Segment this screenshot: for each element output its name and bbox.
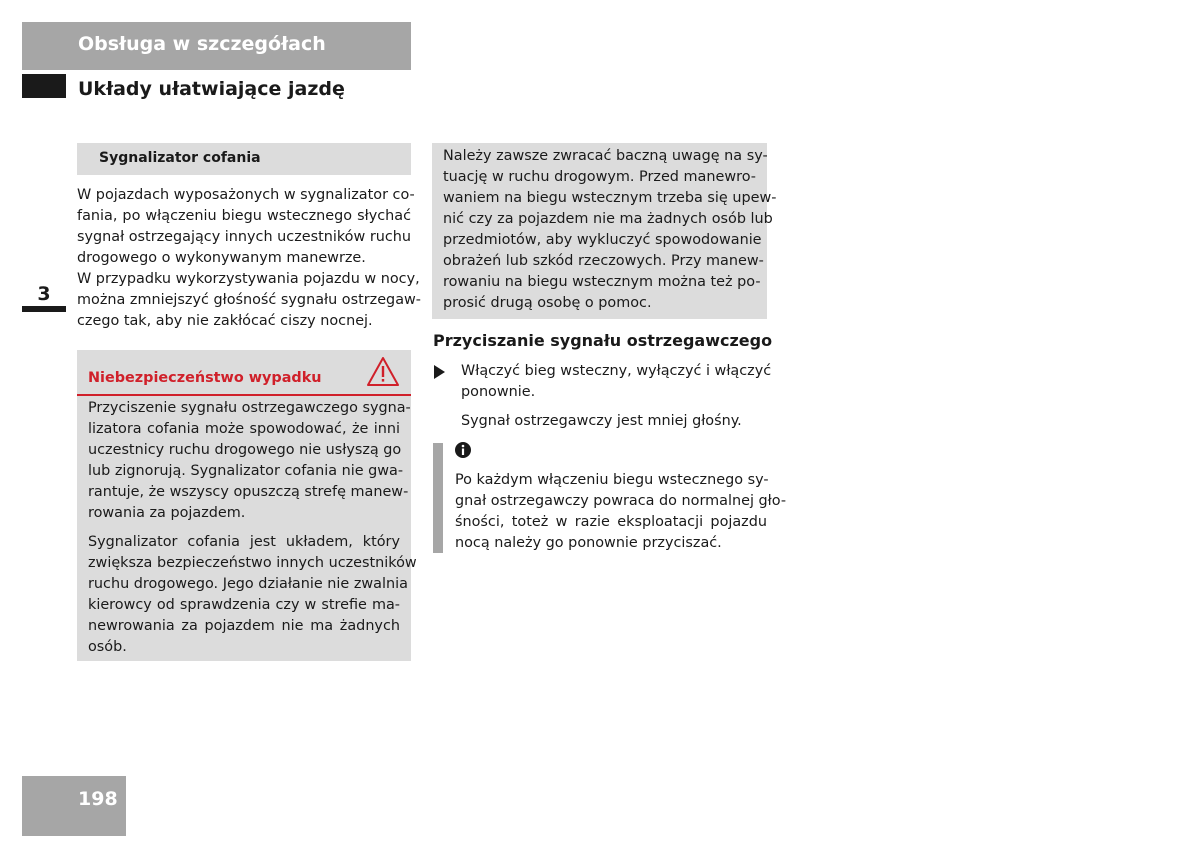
text-line: waniem na biegu wstecznym trzeba się upew- bbox=[443, 190, 777, 206]
text-line: drogowego o wykonywanym manewrze. bbox=[77, 250, 366, 266]
warning-paragraph-2 bbox=[88, 532, 417, 658]
note-paragraph bbox=[443, 146, 777, 314]
procedure-step bbox=[461, 361, 772, 403]
text-line: Sygnalizator cofania jest układem, który bbox=[88, 534, 400, 550]
warning-title: Niebezpieczeństwo wypadku bbox=[88, 370, 322, 386]
text-line: Po każdym włączeniu biegu wstecznego sy- bbox=[455, 472, 769, 488]
chapter-tab-bar bbox=[22, 306, 66, 312]
text-line: Włączyć bieg wsteczny, wyłączyć i włączyć bbox=[461, 363, 772, 379]
section-header-marker bbox=[22, 74, 66, 98]
warning-divider bbox=[77, 394, 411, 396]
text-line: nić czy za pojazdem nie ma żadnych osób lub bbox=[443, 211, 773, 227]
text-line: sygnał ostrzegający innych uczestników ruchu bbox=[77, 229, 412, 245]
arrow-right-icon bbox=[434, 365, 445, 379]
chapter-tab-number: 3 bbox=[37, 283, 51, 305]
procedure-title: Przyciszanie sygnału ostrzegawczego bbox=[433, 331, 773, 350]
text-line: gnał ostrzegawczy powraca do normalnej gło- bbox=[455, 493, 787, 509]
text-line: rowania za pojazdem. bbox=[88, 505, 246, 521]
intro-paragraph bbox=[77, 185, 421, 332]
text-line: czego tak, aby nie zakłócać ciszy nocnej. bbox=[77, 313, 373, 329]
warning-paragraph-1 bbox=[88, 398, 411, 524]
info-paragraph bbox=[455, 470, 787, 554]
text-line: ruchu drogowego. Jego działanie nie zwalnia bbox=[88, 576, 408, 592]
procedure-result: Sygnał ostrzegawczy jest mniej głośny. bbox=[461, 413, 742, 429]
info-side-bar bbox=[433, 443, 443, 553]
subsection-title: Sygnalizator cofania bbox=[99, 150, 261, 166]
text-line: zwiększa bezpieczeństwo innych uczestników bbox=[88, 555, 417, 571]
chapter-title: Obsługa w szczegółach bbox=[78, 33, 326, 55]
text-line: kierowcy od sprawdzenia czy w strefie ma- bbox=[88, 597, 400, 613]
text-line: Należy zawsze zwracać baczną uwagę na sy- bbox=[443, 148, 768, 164]
text-line: osób. bbox=[88, 639, 127, 655]
text-line: rantuje, że wszyscy opuszczą strefę manew- bbox=[88, 484, 409, 500]
text-line: można zmniejszyć głośność sygnału ostrzegaw- bbox=[77, 292, 421, 308]
info-icon bbox=[455, 442, 471, 458]
text-line: lizatora cofania może spowodować, że inni bbox=[88, 421, 400, 437]
text-line: prosić drugą osobę o pomoc. bbox=[443, 295, 652, 311]
text-line: przedmiotów, aby wykluczyć spowodowanie bbox=[443, 232, 762, 248]
text-line: W przypadku wykorzystywania pojazdu w nocy, bbox=[77, 271, 420, 287]
text-line: obrażeń lub szkód rzeczowych. Przy manew- bbox=[443, 253, 764, 269]
text-line: ponownie. bbox=[461, 384, 536, 400]
text-line: tuację w ruchu drogowym. Przed manewro- bbox=[443, 169, 756, 185]
page-number: 198 bbox=[78, 788, 118, 810]
text-line: Przyciszenie sygnału ostrzegawczego sygna- bbox=[88, 400, 411, 416]
text-line: fania, po włączeniu biegu wstecznego słychać bbox=[77, 208, 411, 224]
warning-triangle-icon bbox=[366, 356, 400, 387]
text-line: newrowania za pojazdem nie ma żadnych bbox=[88, 618, 400, 634]
section-title: Układy ułatwiające jazdę bbox=[78, 78, 345, 100]
text-line: W pojazdach wyposażonych w sygnalizator co- bbox=[77, 187, 415, 203]
text-line: rowaniu na biegu wstecznym można też po- bbox=[443, 274, 761, 290]
text-line: nocą należy go ponownie przyciszać. bbox=[455, 535, 722, 551]
text-line: lub zignorują. Sygnalizator cofania nie gwa- bbox=[88, 463, 404, 479]
text-line: śności, toteż w razie eksploatacji pojazdu bbox=[455, 514, 767, 530]
text-line: uczestnicy ruchu drogowego nie usłyszą go bbox=[88, 442, 402, 458]
